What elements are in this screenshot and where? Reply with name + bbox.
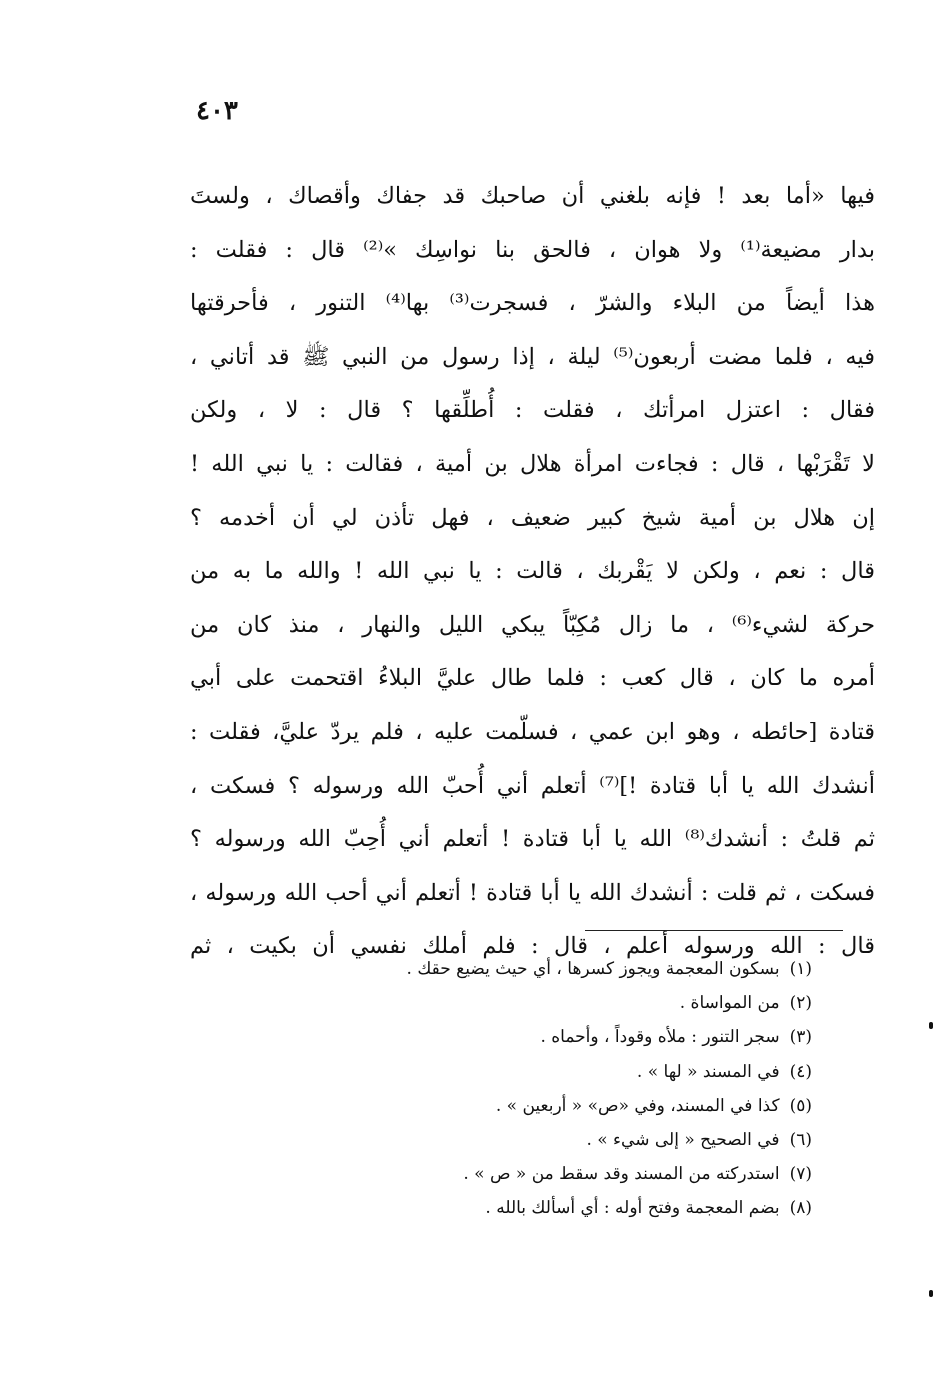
- footnote-text: كذا في المسند، وفي «ص» « أربعين » .: [495, 1095, 780, 1116]
- footnote-text: في الصحيح « إلى شيء » .: [586, 1129, 780, 1150]
- footnote-item: [252, 986, 812, 1020]
- main-text-block: [190, 170, 875, 974]
- footnote-item: [252, 1089, 812, 1123]
- text-line: إن هلال بن أمية شيخ كبير ضعيف ، فهل تأذن لي أن أخدمه ؟: [190, 504, 875, 531]
- footnote-item: [252, 1020, 812, 1054]
- footnote-number: (٧): [789, 1164, 812, 1185]
- footnote-text: سجر التنور : ملأه وقوداً ، وأحماه .: [540, 1027, 780, 1048]
- scan-speck: [929, 1022, 933, 1029]
- footnote-item: [252, 1055, 812, 1089]
- footnote-number: (٣): [789, 1027, 812, 1048]
- text-line: فيها «أما بعد ! فإنه بلغني أن صاحبك قد جفاك وأقصاك ، ولستَ: [190, 183, 875, 209]
- footnote-text: استدركته من المسند وقد سقط من « ص » .: [463, 1164, 780, 1185]
- footnote-text: في المسند « لها » .: [636, 1061, 780, 1082]
- footnote-item: [252, 952, 812, 986]
- footnote-number: (٦): [789, 1129, 812, 1150]
- footnote-number: (١): [789, 959, 812, 979]
- text-line: فسكت ، ثم قلت : أنشدك الله يا أبا قتادة ! أتعلم أني أحب الله ورسوله ،: [190, 879, 875, 906]
- text-line: بدار مضيعة⁽¹⁾ ولا هوان ، فالحق بنا نواسِك »⁽²⁾ قال : فقلت :: [190, 236, 875, 263]
- footnote-number: (٨): [789, 1198, 812, 1219]
- text-line: فقال : اعتزل امرأتك ، فقلت : أُطلِّقها ؟ قال : لا ، ولكن: [190, 397, 875, 424]
- text-line: قتادة [حائطه ، وهو ابن عمي ، فسلّمت عليه ، فلم يردّ عليَّ، فقلت :: [190, 718, 875, 745]
- footnote-text: بضم المعجمة وفتح أوله : أي أسألك بالله .: [485, 1198, 780, 1219]
- footnote-number: (٥): [789, 1095, 812, 1116]
- text-line: قال : نعم ، ولكن لا يَقْربك ، قالت : يا نبي الله ! والله ما به من: [190, 558, 875, 585]
- footnotes: [252, 952, 812, 1226]
- footnote-item: [252, 1123, 812, 1157]
- footnote-item: [252, 1157, 812, 1191]
- text-line: أنشدك الله يا أبا قتادة !]⁽⁷⁾ أتعلم أني أُحبّ الله ورسوله ؟ فسكت ،: [190, 772, 875, 799]
- footnote-item: [252, 1191, 812, 1225]
- scan-speck: [929, 1290, 933, 1297]
- text-line: لا تَقْرَبْها ، قال : فجاءت امرأة هلال بن أمية ، فقالت : يا نبي الله !: [190, 450, 875, 477]
- text-line: فيه ، فلما مضت أربعون⁽⁵⁾ ليلة ، إذا رسول من النبي ﷺ قد أتاني ،: [190, 343, 875, 370]
- text-line: هذا أيضاً من البلاء والشرّ ، فسجرت⁽³⁾ بها⁽⁴⁾ التنور ، فأحرقتها: [190, 290, 875, 317]
- footnote-text: من المواساة .: [679, 993, 780, 1014]
- footnote-separator: [585, 930, 843, 931]
- footnote-number: (٢): [789, 993, 812, 1014]
- text-line: ثم قلتُ : أنشدك⁽⁸⁾ الله يا أبا قتادة ! أتعلم أني أُحِبّ الله ورسوله ؟: [190, 826, 875, 853]
- text-line: حركة لشيء⁽⁶⁾ ، ما زال مُكِبّاً يبكي الليل والنهار ، منذ كان من: [190, 611, 875, 638]
- footnote-text: بسكون المعجمة ويجوز كسرها ، أي حيث يضيع حقك .: [406, 959, 780, 979]
- text-line: قال : الله ورسوله أعلم ، قال : فلم أملك نفسي أن بكيت ، ثم: [190, 933, 875, 960]
- text-line: أمره ما كان ، قال كعب : فلما طال عليَّ البلاءُ اقتحمت على أبي: [190, 665, 875, 692]
- footnote-number: (٤): [789, 1061, 812, 1082]
- page-number: ٤٠٣: [196, 96, 238, 126]
